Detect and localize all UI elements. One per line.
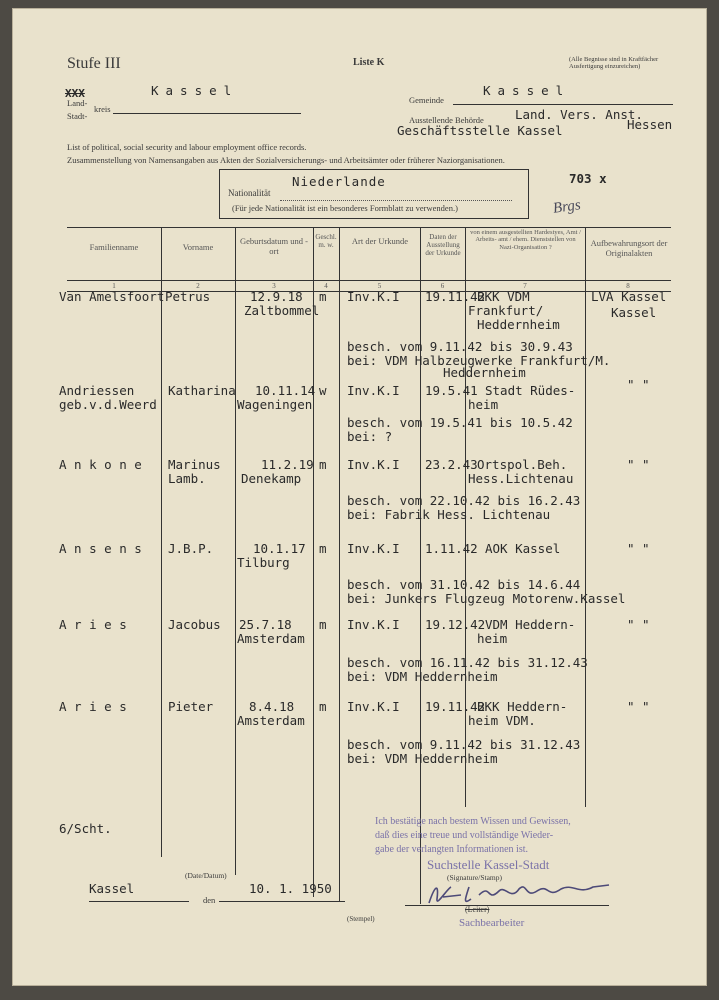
issuer: Hess.Lichtenau xyxy=(468,471,574,486)
family-name: A n s e n s xyxy=(59,541,142,556)
kreis-value: Kassel xyxy=(151,83,239,98)
col-number: 3 xyxy=(272,282,276,290)
document-date: 19.11.42 xyxy=(425,699,486,714)
issuer: Frankfurt/ xyxy=(468,303,544,318)
employer: bei: Fabrik Hess. Lichtenau xyxy=(347,507,551,522)
header-aufbewahrung: Aufbewahrungsort der Originalakten xyxy=(590,238,668,258)
behoerde-value-1: Land. Vers. Anst. xyxy=(515,107,643,122)
document-type: Inv.K.I xyxy=(347,617,400,632)
document-type: Inv.K.I xyxy=(347,289,400,304)
confirmation-stamp: Ich bestätige nach bestem Wissen und Gewissen, daß dies eine treue und vollständige Wieder- gabe der verlangten Informationen ist. xyxy=(375,816,571,855)
nationality-label: Nationalität xyxy=(228,188,271,198)
employment-period: besch. vom 9.11.42 bis 30.9.43 xyxy=(347,339,573,354)
archive-location: Kassel xyxy=(611,305,657,320)
birth-date: 10.11.14 xyxy=(255,383,316,398)
signature-label: (Signature/Stamp) xyxy=(447,873,502,882)
birth-date: 11.2.19 xyxy=(261,457,314,472)
family-name: Van Amelsfoort xyxy=(59,289,165,304)
col-rule-2 xyxy=(235,227,236,875)
document-date: 19.11.42 xyxy=(425,289,486,304)
description-en: List of political, social security and labour employment office records. xyxy=(67,142,307,152)
issuer: heim xyxy=(468,397,499,412)
birth-place: Amsterdam xyxy=(237,713,305,728)
employer: bei: Junkers Flugzeug Motorenw.Kassel xyxy=(347,591,626,606)
col-rule-1 xyxy=(161,227,162,857)
office-stamp: Suchstelle Kassel-Stadt xyxy=(427,857,550,872)
issuer: Heddernheim xyxy=(477,317,560,332)
family-name: A r i e s xyxy=(59,699,127,714)
birth-place: Tilburg xyxy=(237,555,290,570)
stempel-label: (Stempel) xyxy=(347,915,375,923)
kreis-line xyxy=(113,113,301,114)
birth-date: 10.1.17 xyxy=(253,541,306,556)
issuer: BKK VDM xyxy=(477,289,530,304)
corner-note: (Alle Begnisse sind in Kraftfächer Ausfertigung einzureichen) xyxy=(569,56,659,70)
col-rule-3 xyxy=(313,227,314,897)
archive-location: LVA Kassel xyxy=(591,289,667,304)
col-rule-4 xyxy=(339,227,340,901)
table-top-rule xyxy=(67,227,671,228)
birth-date: 12.9.18 xyxy=(250,289,303,304)
signature-line xyxy=(405,905,609,906)
den-label: den xyxy=(203,895,216,905)
header-art: Art der Urkunde xyxy=(351,236,409,246)
header-daten: Daten der Ausstellung der Urkunde xyxy=(425,233,461,258)
employer: bei: VDM Heddernheim xyxy=(347,751,498,766)
issuer: Ortspol.Beh. xyxy=(477,457,568,472)
first-name: J.B.P. xyxy=(168,541,214,556)
place-value: Kassel xyxy=(89,881,135,896)
document-date: 19.5.41 xyxy=(425,383,478,398)
liste-title: Liste K xyxy=(353,57,385,68)
behoerde-value-2: Hessen xyxy=(627,117,673,132)
col-rule-7 xyxy=(585,227,586,807)
header-geschlecht: Geschl. m. w. xyxy=(315,233,337,250)
file-reference: 6/Scht. xyxy=(59,821,112,836)
employment-period: besch. vom 19.5.41 bis 10.5.42 xyxy=(347,415,573,430)
birth-place: Wageningen xyxy=(237,397,313,412)
nationality-line xyxy=(280,200,512,201)
role-stamp: Sachbearbeiter xyxy=(459,917,525,929)
sex: m xyxy=(319,457,327,472)
employment-period: besch. vom 22.10.42 bis 16.2.43 xyxy=(347,493,581,508)
document-type: Inv.K.I xyxy=(347,541,400,556)
gemeinde-label: Gemeinde xyxy=(409,95,444,105)
employer: bei: VDM Halbzeugwerke Frankfurt/M. xyxy=(347,353,611,368)
nationality-box xyxy=(219,169,529,219)
col-number: 1 xyxy=(112,282,116,290)
sex: m xyxy=(319,289,327,304)
signature xyxy=(421,877,617,916)
document-type: Inv.K.I xyxy=(347,383,400,398)
employer: bei: ? xyxy=(347,429,393,444)
header-mid-rule xyxy=(67,280,671,281)
employment-period: besch. vom 9.11.42 bis 31.12.43 xyxy=(347,737,581,752)
header-vorname: Vorname xyxy=(182,242,214,252)
stadt-label: Stadt- xyxy=(67,111,88,121)
col-number: 6 xyxy=(440,282,445,290)
sex: w xyxy=(319,383,327,398)
employer: Heddernheim xyxy=(443,365,526,380)
archive-location: " " xyxy=(627,617,650,632)
document-date: 23.2.43 xyxy=(425,457,478,472)
archive-location: " " xyxy=(627,377,650,392)
kreis-label: kreis xyxy=(94,104,111,114)
date-label: (Date/Datum) xyxy=(185,871,227,880)
date-line xyxy=(219,901,345,902)
description-de: Zusammenstellung von Namensangaben aus Akten der Sozialversicherungs- und Arbeitsämter oder früherer Naziorganisationen. xyxy=(67,155,505,165)
sex: m xyxy=(319,699,327,714)
col-number: 7 xyxy=(523,282,527,290)
col-number: 2 xyxy=(196,282,200,290)
form-sheet xyxy=(12,8,707,986)
header-geburtsdatum: Geburtsdatum und -ort xyxy=(240,236,308,256)
family-name: geb.v.d.Weerd xyxy=(59,397,157,412)
place-line xyxy=(89,901,189,902)
col-number: 8 xyxy=(626,282,630,290)
archive-location: " " xyxy=(627,541,650,556)
issuer: AOK Kassel xyxy=(485,541,561,556)
header-familienname: Familienname xyxy=(89,242,139,252)
gemeinde-value: Kassel xyxy=(483,83,571,98)
birth-date: 25.7.18 xyxy=(239,617,292,632)
handwritten-mark: Brgs xyxy=(551,197,582,217)
behoerde-value-3: Geschäftsstelle Kassel xyxy=(397,123,563,138)
sex: m xyxy=(319,541,327,556)
col-rule-5 xyxy=(420,227,421,904)
gemeinde-line xyxy=(453,104,673,105)
first-name: Petrus xyxy=(165,289,211,304)
header-aussteller: von einem ausgestellten Hardestyes, Amt / Arbeits- amt / ehem. Dienststellen von Nazi-Organisation ? xyxy=(470,229,581,251)
stufe-title: Stufe III xyxy=(67,55,121,72)
document-date: 1.11.42 xyxy=(425,541,478,556)
col-number: 4 xyxy=(324,282,328,290)
first-name: Katharina xyxy=(168,383,236,398)
land-label: Land- xyxy=(67,98,88,108)
employment-period: besch. vom 31.10.42 bis 14.6.44 xyxy=(347,577,581,592)
family-name: A n k o n e xyxy=(59,457,142,472)
crossed-marker: XXX xyxy=(65,87,85,100)
family-name: A r i e s xyxy=(59,617,127,632)
col-number: 5 xyxy=(377,282,382,290)
first-name: Marinus xyxy=(168,457,221,472)
issuer: Stadt Rüdes- xyxy=(485,383,576,398)
birth-place: Denekamp xyxy=(241,471,302,486)
document-date: 19.12.42 xyxy=(425,617,486,632)
ref-number: 703 x xyxy=(569,171,607,186)
nationality-value: Niederlande xyxy=(292,174,386,189)
struck-role: (Leiter) xyxy=(465,905,490,914)
nationality-note: (Für jede Nationalität ist ein besonderes Formblatt zu verwenden.) xyxy=(232,203,458,213)
employer: bei: VDM Heddernheim xyxy=(347,669,498,684)
first-name: Jacobus xyxy=(168,617,221,632)
behoerde-label: Ausstellende Behörde xyxy=(409,115,484,125)
first-name: Lamb. xyxy=(168,471,206,486)
sex: m xyxy=(319,617,327,632)
first-name: Pieter xyxy=(168,699,214,714)
issuer: heim xyxy=(477,631,508,646)
date-value: 10. 1. 1950 xyxy=(249,881,332,896)
family-name: Andriessen xyxy=(59,383,135,398)
document-type: Inv.K.I xyxy=(347,457,400,472)
birth-date: 8.4.18 xyxy=(249,699,295,714)
birth-place: Zaltbommel xyxy=(244,303,320,318)
issuer: BKK Heddern- xyxy=(477,699,568,714)
archive-location: " " xyxy=(627,699,650,714)
archive-location: " " xyxy=(627,457,650,472)
issuer: VDM Heddern- xyxy=(485,617,576,632)
birth-place: Amsterdam xyxy=(237,631,305,646)
document-type: Inv.K.I xyxy=(347,699,400,714)
employment-period: besch. vom 16.11.42 bis 31.12.43 xyxy=(347,655,588,670)
issuer: heim VDM. xyxy=(468,713,536,728)
